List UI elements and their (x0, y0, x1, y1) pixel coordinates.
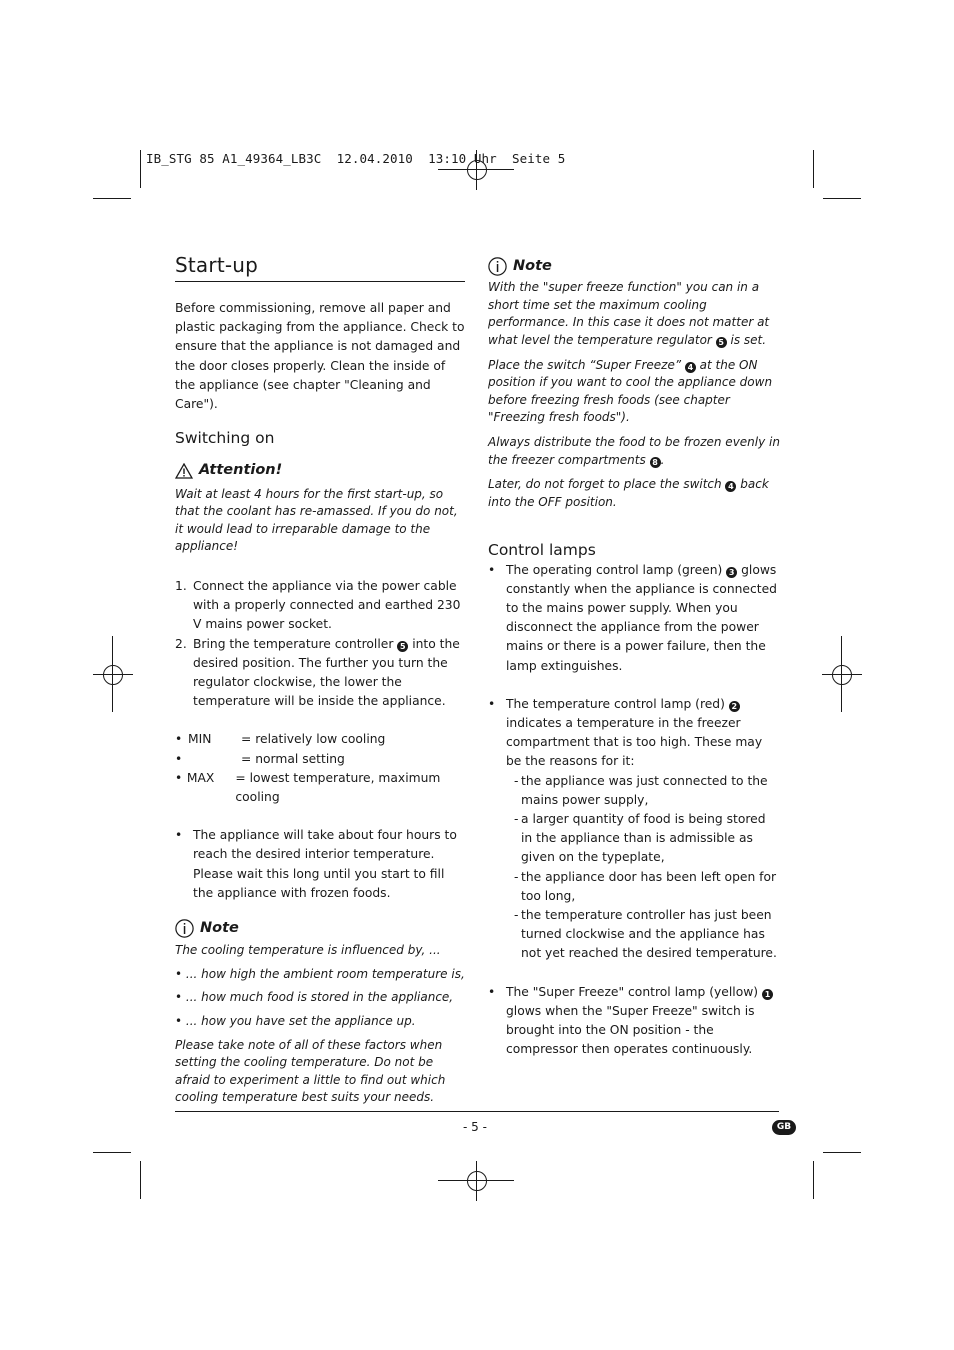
crop-mark (823, 198, 861, 199)
text-part: back into the OFF position. (488, 477, 769, 509)
crop-mark (841, 636, 842, 712)
crop-mark (438, 1180, 514, 1181)
list-item (175, 635, 467, 712)
crop-mark (112, 636, 113, 712)
registration-mark-bottom (457, 1161, 497, 1201)
reason-text: the appliance was just connected to the mains power supply, (521, 773, 768, 807)
note-intro: The cooling temperature is influenced by, ... (175, 943, 441, 958)
settings-list (175, 730, 467, 807)
text-part: . (660, 452, 665, 467)
ref-number: 4 (725, 481, 736, 492)
ref-number: 5 (397, 641, 408, 652)
warning-triangle-icon (175, 463, 193, 479)
note-item: ... how you have set the appliance up. (185, 1014, 416, 1029)
text-part: glows constantly when the appliance is connected to the mains power supply. When you disconnect the appliance from the power mains or there is a power failure, then the lamp extinguishes. (506, 562, 777, 673)
list-item (514, 810, 780, 868)
step-text (193, 635, 467, 712)
bullet: • (175, 828, 183, 843)
bullet: • (175, 732, 183, 747)
title-rule (175, 281, 465, 282)
list-item (488, 983, 780, 1060)
right-column (488, 257, 780, 1059)
registration-mark-left (93, 655, 133, 695)
page-number: - 5 - (463, 1120, 487, 1134)
attention-label: Attention! (199, 462, 283, 479)
setting-value: = normal setting (241, 751, 345, 766)
steps-list (175, 577, 467, 711)
list-item: • ... how much food is stored in the appliance, (175, 990, 454, 1005)
reason-text: a larger quantity of food is being stored in the appliance than is admissible as given on the typeplate, (521, 811, 766, 865)
step-text: Connect the appliance via the power cable with a properly connected and earthed 230 V mains power socket. (193, 579, 461, 632)
crop-mark (140, 150, 141, 188)
ref-number: 4 (685, 362, 696, 373)
note-heading (175, 919, 467, 938)
bullet: • (488, 562, 496, 577)
crop-mark (813, 150, 814, 188)
dash: - (514, 811, 519, 826)
list-item (514, 906, 780, 964)
setting-value: = relatively low cooling (241, 732, 386, 747)
text-part: The temperature control lamp (red) (506, 696, 729, 711)
bullet-text (506, 983, 780, 1060)
crop-mark (93, 1152, 131, 1153)
note-heading (488, 257, 780, 276)
dash: - (514, 869, 519, 884)
note-outro: Please take note of all of these factors when setting the cooling temperature. Do not be afraid to experiment a little to find out which cooling temperature best suits your needs. (175, 1037, 446, 1105)
list-item: • ... how you have set the appliance up. (175, 1014, 416, 1029)
note-body (175, 942, 467, 1107)
info-circle-icon (175, 919, 194, 938)
text-part: With the "super freeze function" you can in a short time set the maximum cooling performance. In this case it does not matter at what level the temperature regulator (488, 280, 770, 347)
crop-mark (140, 1161, 141, 1199)
reason-text: the appliance door has been left open for too long, (521, 869, 777, 903)
switching-on-heading: Switching on (175, 429, 275, 448)
text-part: Place the switch “Super Freeze” (488, 357, 685, 372)
bullet-text: The appliance will take about four hours to reach the desired interior temperature. Please wait this long until you start to fill the appliance with frozen foods. (193, 828, 457, 900)
text-part: at the ON position if you want to cool the appliance down before freezing fresh foods (see chapter "Freezing fresh foods"). (488, 357, 773, 425)
registration-mark-right (822, 655, 862, 695)
text-part: glows when the "Super Freeze" switch is brought into the ON position - the compressor then operates continuously. (506, 1003, 755, 1057)
text-part: Later, do not forget to place the switch (488, 477, 726, 492)
text-part: The operating control lamp (green) (506, 562, 727, 577)
dash: - (514, 773, 519, 788)
list-item (488, 695, 780, 772)
text-part: indicates a temperature in the freezer compartment that is too high. These may be the reasons for it: (506, 715, 763, 769)
bullet: • (175, 751, 183, 766)
ref-number: 3 (726, 567, 737, 578)
ref-number: 5 (716, 337, 727, 348)
note-item: ... how high the ambient room temperature is, (185, 966, 465, 981)
bullet-text (506, 561, 780, 676)
info-circle-icon (488, 257, 507, 276)
page-title: Start-up (175, 253, 259, 277)
note-paragraph (488, 476, 780, 511)
reasons-list (514, 772, 780, 964)
setting-key: MIN (188, 732, 212, 747)
intro-paragraph: Before commissioning, remove all paper and plastic packaging from the appliance. Check to ensure that the appliance is not damaged and the door closes properly. Clean the inside of the appliance (see chapter "Cleaning and Care"). (175, 301, 465, 412)
text-part: Always distribute the food to be frozen evenly in the freezer compartments (488, 434, 780, 467)
list-item (514, 868, 780, 906)
list-item: • ... how high the ambient room temperature is, (175, 966, 465, 981)
language-badge: GB (772, 1120, 796, 1135)
list-item (488, 561, 780, 676)
crop-mark (823, 1152, 861, 1153)
bullet-text (506, 695, 780, 772)
step-number: 2. (175, 636, 187, 651)
note-paragraph (488, 279, 780, 349)
note-label: Note (513, 258, 552, 274)
list-item (175, 769, 467, 807)
ref-number: 2 (729, 701, 740, 712)
footer-rule (175, 1111, 779, 1112)
list-item (175, 750, 467, 769)
dash: - (514, 907, 519, 922)
reason-text: the temperature controller has just been turned clockwise and the appliance has not yet reached the desired temperature. (521, 907, 777, 961)
bullet: • (488, 696, 496, 711)
note-body (488, 279, 780, 511)
list-item (175, 826, 467, 903)
list-item (175, 577, 467, 635)
note-paragraph (488, 357, 780, 427)
attention-heading (175, 461, 467, 480)
step-text-part: Bring the temperature controller (193, 636, 398, 651)
attention-text: Wait at least 4 hours for the first start-up, so that the coolant has re-amassed. If you do not, it would lead to irreparable damage to the appliance! (175, 486, 458, 554)
step-text-part: into the desired position. The further you turn the regulator clockwise, the lower the temperature will be inside the appliance. (193, 636, 460, 709)
left-column (175, 299, 467, 1107)
setting-value: = lowest temperature, maximum cooling (235, 770, 441, 805)
print-slug: IB_STG 85 A1_49364_LB3C 12.04.2010 13:10 Uhr Seite 5 (146, 151, 566, 166)
ref-number: 8 (650, 457, 661, 468)
setting-key: MAX (186, 770, 215, 785)
list-item (175, 730, 467, 749)
ref-number: 1 (762, 989, 773, 1000)
control-lamps-heading: Control lamps (488, 541, 596, 560)
text-part: The "Super Freeze" control lamp (yellow) (506, 984, 762, 999)
text-part: is set. (726, 332, 767, 347)
step-number: 1. (175, 579, 187, 593)
crop-mark (813, 1161, 814, 1199)
bullet: • (175, 770, 183, 785)
note-label: Note (200, 920, 239, 937)
bullet: • (488, 984, 496, 999)
setting-key (188, 750, 241, 769)
crop-mark (438, 169, 514, 170)
note-paragraph (488, 434, 780, 469)
note-item: ... how much food is stored in the appliance, (185, 990, 454, 1005)
crop-mark (93, 198, 131, 199)
list-item (514, 772, 780, 810)
